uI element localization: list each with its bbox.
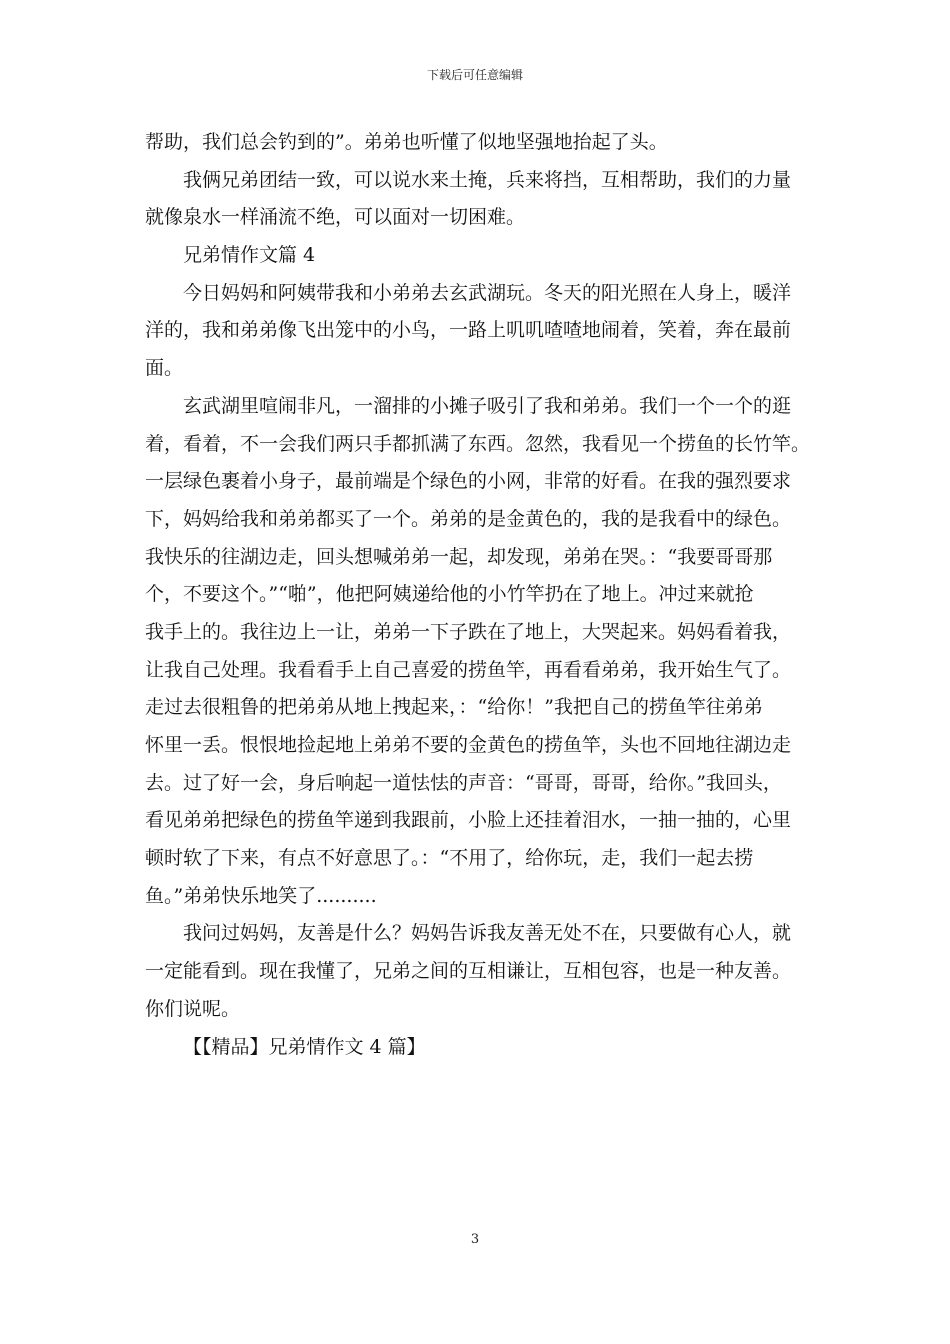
section-heading: 兄弟情作文篇 4: [183, 244, 316, 267]
body-line: 就像泉水一样涌流不绝，可以面对一切困难。: [145, 206, 526, 229]
body-line: 我快乐的往湖边走，回头想喊弟弟一起，却发现，弟弟在哭。：“我要哥哥那: [145, 545, 773, 568]
page-number: 3: [470, 1232, 480, 1247]
body-line: 走过去很粗鲁的把弟弟从地上拽起来，：“给你！”我把自己的捞鱼竿往弟弟: [145, 696, 763, 719]
body-line: 顿时软了下来，有点不好意思了。：“不用了，给你玩，走，我们一起去捞: [145, 847, 754, 870]
document-body: [145, 124, 817, 1066]
body-line: 个，不要这个。”“啪”，他把阿姨递给他的小竹竿扔在了地上。冲过来就抢: [145, 583, 754, 606]
body-line: 鱼。”弟弟快乐地笑了..........: [145, 884, 377, 907]
body-line: 你们说呢。: [145, 997, 241, 1020]
body-line: 我俩兄弟团结一致，可以说水来土掩，兵来将挡，互相帮助，我们的力量: [183, 168, 792, 191]
body-line: 下，妈妈给我和弟弟都买了一个。弟弟的是金黄色的，我的是我看中的绿色。: [145, 507, 792, 530]
body-line: 去。过了好一会，身后响起一道怯怯的声音：“哥哥，哥哥，给你。”我回头，: [145, 771, 782, 794]
body-line: 让我自己处理。我看看手上自己喜爱的捞鱼竿，再看看弟弟，我开始生气了。: [145, 658, 792, 681]
body-line: 今日妈妈和阿姨带我和小弟弟去玄武湖玩。冬天的阳光照在人身上，暖洋: [183, 281, 792, 304]
body-line: 一定能看到。现在我懂了，兄弟之间的互相谦让，互相包容，也是一种友善。: [145, 960, 792, 983]
page-header-note: 下载后可任意编辑: [426, 68, 523, 82]
body-line: 面。: [145, 357, 184, 380]
body-line: 着，看着，不一会我们两只手都抓满了东西。忽然，我看见一个捞鱼的长竹竿。: [145, 432, 811, 455]
body-line: 一层绿色裹着小身子，最前端是个绿色的小网，非常的好看。在我的强烈要求: [145, 470, 792, 493]
body-line: 看见弟弟把绿色的捞鱼竿递到我跟前，小脸上还挂着泪水，一抽一抽的，心里: [145, 809, 792, 832]
body-line: 玄武湖里喧闹非凡，一溜排的小摊子吸引了我和弟弟。我们一个一个的逛: [183, 394, 792, 417]
body-line: 我手上的。我往边上一让，弟弟一下子跌在了地上，大哭起来。妈妈看着我，: [145, 620, 792, 643]
body-line: 洋的，我和弟弟像飞出笼中的小鸟，一路上叽叽喳喳地闹着，笑着，奔在最前: [145, 319, 792, 342]
closing-title: 【【精品】兄弟情作文 4 篇】: [183, 1035, 426, 1058]
body-line: 帮助，我们总会钓到的”。弟弟也听懂了似地坚强地抬起了头。: [145, 131, 668, 153]
body-line: 怀里一丢。恨恨地捡起地上弟弟不要的金黄色的捞鱼竿，头也不回地往湖边走: [145, 734, 792, 756]
body-line: 我问过妈妈，友善是什么？妈妈告诉我友善无处不在，只要做有心人，就: [183, 922, 792, 945]
